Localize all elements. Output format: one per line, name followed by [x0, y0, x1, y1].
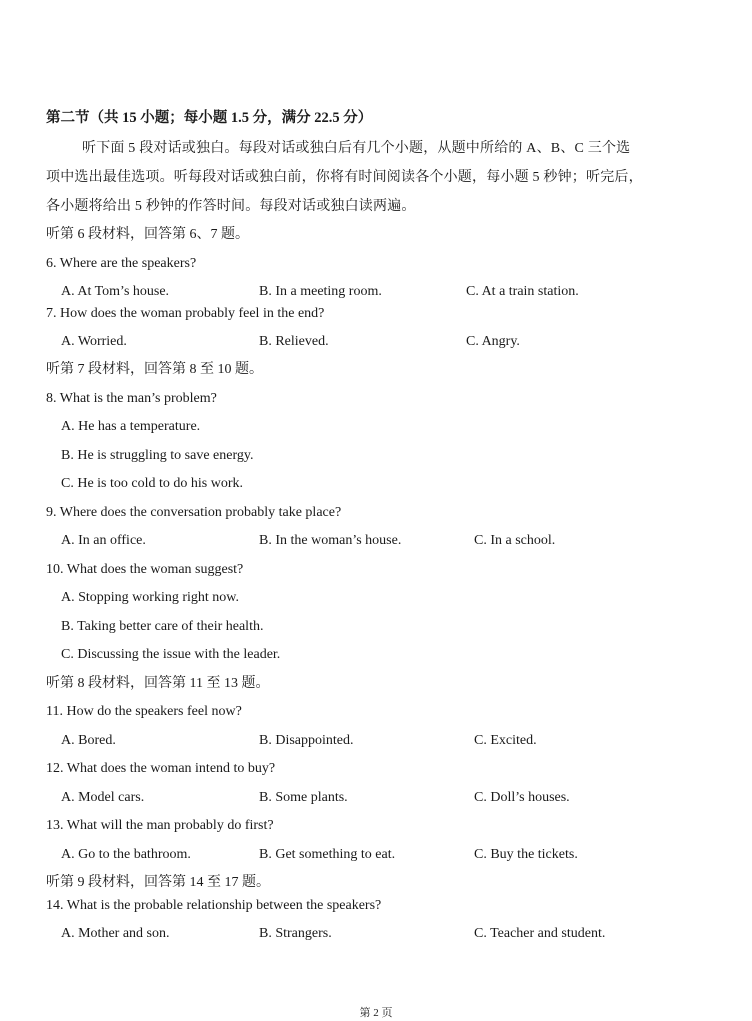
question-stem: 10. What does the woman suggest?	[46, 562, 244, 577]
question-stem: 8. What is the man’s problem?	[46, 391, 217, 406]
option-b: B. Disappointed.	[259, 733, 354, 748]
option-a: A. Go to the bathroom.	[61, 847, 191, 862]
question-stem: 13. What will the man probably do first?	[46, 818, 274, 833]
question-stem: 9. Where does the conversation probably take place?	[46, 505, 342, 520]
option-c: C. Teacher and student.	[474, 926, 606, 941]
option-b: B. Taking better care of their health.	[61, 619, 264, 634]
option-b: B. Strangers.	[259, 926, 332, 941]
material-heading: 听第 6 段材料，回答第 6、7 题。	[46, 227, 249, 242]
material-heading: 听第 8 段材料，回答第 11 至 13 题。	[46, 676, 270, 691]
option-c: C. Buy the tickets.	[474, 847, 578, 862]
option-b: B. Relieved.	[259, 334, 329, 349]
page-number: 第 2 页	[359, 1007, 393, 1019]
question-stem: 14. What is the probable relationship between the speakers?	[46, 898, 382, 913]
option-a: A. Mother and son.	[61, 926, 170, 941]
option-c: C. Doll’s houses.	[474, 790, 570, 805]
option-a: A. He has a temperature.	[61, 419, 201, 434]
option-b: B. Some plants.	[259, 790, 348, 805]
instruction-line-2: 项中选出最佳选项。听每段对话或独白前，你将有时间阅读各个小题，每小题 5 秒钟；听完后，	[46, 170, 643, 185]
option-c: C. Angry.	[466, 334, 520, 349]
option-c: C. In a school.	[474, 533, 556, 548]
material-heading: 听第 7 段材料，回答第 8 至 10 题。	[46, 362, 263, 377]
question-stem: 11. How do the speakers feel now?	[46, 704, 242, 719]
option-b: B. Get something to eat.	[259, 847, 396, 862]
question-stem: 6. Where are the speakers?	[46, 256, 197, 271]
option-c: C. At a train station.	[466, 284, 579, 299]
question-stem: 7. How does the woman probably feel in the end?	[46, 306, 325, 321]
question-stem: 12. What does the woman intend to buy?	[46, 761, 276, 776]
option-b: B. In the woman’s house.	[259, 533, 402, 548]
instruction-line-1: 听下面 5 段对话或独白。每段对话或独白后有几个小题，从题中所给的 A、B、C 三个选	[82, 141, 631, 156]
material-heading: 听第 9 段材料，回答第 14 至 17 题。	[46, 875, 270, 890]
option-b: B. In a meeting room.	[259, 284, 382, 299]
option-b: B. He is struggling to save energy.	[61, 448, 254, 463]
instruction-line-3: 各小题将给出 5 秒钟的作答时间。每段对话或独白读两遍。	[46, 199, 416, 214]
option-a: A. At Tom’s house.	[61, 284, 170, 299]
option-a: A. Stopping working right now.	[61, 590, 239, 605]
option-c: C. Excited.	[474, 733, 537, 748]
option-c: C. He is too cold to do his work.	[61, 476, 243, 491]
section-title: 第二节（共 15 小题；每小题 1.5 分，满分 22.5 分）	[46, 110, 373, 126]
option-a: A. In an office.	[61, 533, 146, 548]
option-a: A. Model cars.	[61, 790, 145, 805]
option-a: A. Bored.	[61, 733, 116, 748]
option-a: A. Worried.	[61, 334, 127, 349]
option-c: C. Discussing the issue with the leader.	[61, 647, 281, 662]
